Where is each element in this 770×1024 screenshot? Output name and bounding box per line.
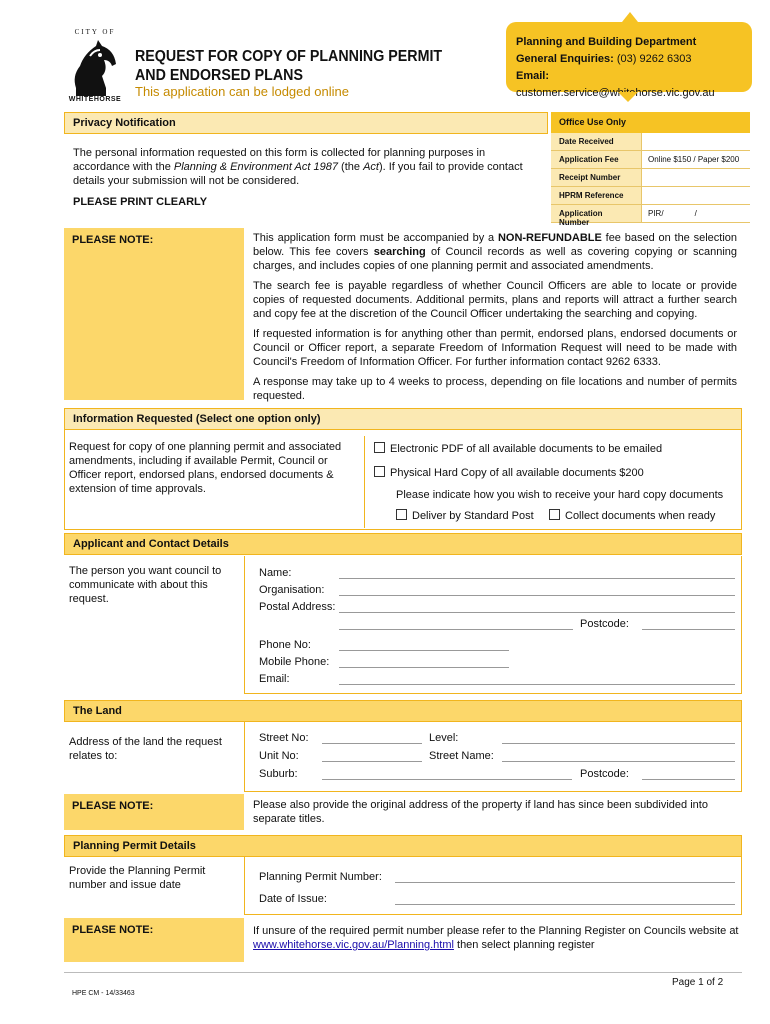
street-name-field[interactable] <box>502 761 735 762</box>
logo-name: WHITEHORSE <box>68 96 122 103</box>
option-collect[interactable]: Collect documents when ready <box>549 509 715 523</box>
land-postcode-label: Postcode: <box>580 768 629 780</box>
level-field[interactable] <box>502 743 735 744</box>
office-use-heading: Office Use Only <box>551 112 750 133</box>
note1-label: PLEASE NOTE: <box>64 228 244 400</box>
email-field[interactable] <box>339 684 735 685</box>
name-label: Name: <box>259 567 292 579</box>
footer-divider <box>64 972 742 973</box>
privacy-heading: Privacy Notification <box>64 112 548 134</box>
page-number: Page 1 of 2 <box>672 977 724 988</box>
office-row: Application Fee Online $150 / Paper $200 <box>551 151 750 169</box>
enquiries-phone: (03) 9262 6303 <box>616 53 692 65</box>
organisation-label: Organisation: <box>259 584 325 596</box>
applicant-description: The person you want council to communicate with about this request. <box>69 565 222 605</box>
land-heading: The Land <box>64 700 742 722</box>
phone-field[interactable] <box>339 650 509 651</box>
office-row: Date Received <box>551 133 750 151</box>
note2-text: Please also provide the original address of the property if land has since been subdivided into separate titles. <box>253 799 708 825</box>
street-no-field[interactable] <box>322 743 422 744</box>
unit-no-field[interactable] <box>322 761 422 762</box>
planning-register-link[interactable]: www.whitehorse.vic.gov.au/Planning.html <box>253 939 454 951</box>
privacy-text: The personal information requested on this form is collected for planning purposes in accordance with the Planning & Environment Act 1987 (the Act). If you fail to provide contact details your submission will not be considered. <box>73 147 523 187</box>
applicant-postcode-field[interactable] <box>642 629 735 630</box>
phone-label: Phone No: <box>259 639 311 651</box>
land-description: Address of the land the request relates to: <box>69 736 222 762</box>
postal-field-2[interactable] <box>339 629 573 630</box>
land-postcode-field[interactable] <box>642 779 735 780</box>
document-reference: HPE CM - 14/33463 <box>72 990 135 997</box>
applicant-heading: Applicant and Contact Details <box>64 533 742 555</box>
contact-callout <box>506 22 752 99</box>
info-requested-heading: Information Requested (Select one option only) <box>64 408 742 430</box>
info-divider <box>364 436 365 528</box>
street-no-label: Street No: <box>259 732 309 744</box>
street-name-label: Street Name: <box>429 750 494 762</box>
department-name: Planning and Building Department <box>516 36 697 48</box>
office-row: Application Number PIR/ / <box>551 205 750 223</box>
suburb-label: Suburb: <box>259 768 298 780</box>
note3-label: PLEASE NOTE: <box>64 918 244 962</box>
page-title: REQUEST FOR COPY OF PLANNING PERMIT AND ENDORSED PLANS <box>135 48 443 84</box>
office-row: HPRM Reference <box>551 187 750 205</box>
issue-date-field[interactable] <box>395 904 735 905</box>
post-checkbox[interactable] <box>396 509 407 520</box>
postal-label: Postal Address: <box>259 601 336 613</box>
option-pdf[interactable]: Electronic PDF of all available documents to be emailed <box>374 442 662 456</box>
mobile-label: Mobile Phone: <box>259 656 330 668</box>
mobile-field[interactable] <box>339 667 509 668</box>
note2-label: PLEASE NOTE: <box>64 794 244 830</box>
option-hard-copy[interactable]: Physical Hard Copy of all available documents $200 <box>374 466 644 480</box>
page-subtitle: This application can be lodged online <box>135 84 349 99</box>
permit-heading: Planning Permit Details <box>64 835 742 857</box>
council-logo <box>66 28 124 106</box>
email-field-label: Email: <box>259 673 290 685</box>
permit-box <box>244 857 742 915</box>
option-post[interactable]: Deliver by Standard Post <box>396 509 534 523</box>
permit-number-label: Planning Permit Number: <box>259 871 382 883</box>
level-label: Level: <box>429 732 459 744</box>
unit-no-label: Unit No: <box>259 750 299 762</box>
contact-email[interactable]: customer.service@whitehorse.vic.gov.au <box>516 87 715 99</box>
enquiries-label: General Enquiries: <box>516 53 614 65</box>
info-description: Request for copy of one planning permit and associated amendments, including if available Permit, Council or Officer report, endorsed plans, endorsed documents & extension of time approvals. <box>69 441 342 495</box>
organisation-field[interactable] <box>339 595 735 596</box>
hard-copy-prompt: Please indicate how you wish to receive your hard copy documents <box>396 489 724 501</box>
applicant-box <box>244 556 742 694</box>
postal-field[interactable] <box>339 612 735 613</box>
office-row: Receipt Number <box>551 169 750 187</box>
permit-description: Provide the Planning Permit number and issue date <box>69 865 206 891</box>
print-clearly: PLEASE PRINT CLEARLY <box>73 196 208 208</box>
collect-checkbox[interactable] <box>549 509 560 520</box>
permit-number-field[interactable] <box>395 882 735 883</box>
email-label: Email: <box>516 70 550 82</box>
applicant-postcode-label: Postcode: <box>580 618 629 630</box>
hard-copy-checkbox[interactable] <box>374 466 385 477</box>
pdf-checkbox[interactable] <box>374 442 385 453</box>
name-field[interactable] <box>339 578 735 579</box>
note1-text: This application form must be accompanied by a NON-REFUNDABLE fee based on the selection below. This fee covers searching of Council records as well as covering copying or scanning charges, and includes copies of one planning permit and associated amendments. The search fee is payable regardless of whether Council Officers are able to locate or provide copies of requested documents. Additional permits, plans and reports will attract a further search and copy fee at the discretion of the Council Officer undertaking the searching and copying. If requested information is for anything other than permit, endorsed plans, endorsed documents or Council or Officer report, a separate Freedom of Information Request will need to be made with Council's Freedom of Information Officer. For further information contact 9262 6333. A response may take up to 4 weeks to process, depending on file locations and number of permits requested. <box>253 232 738 402</box>
issue-date-label: Date of Issue: <box>259 893 327 905</box>
suburb-field[interactable] <box>322 779 572 780</box>
office-use-table <box>551 112 750 227</box>
logo-city-of: CITY OF <box>74 28 116 36</box>
note3-text: If unsure of the required permit number please refer to the Planning Register on Councils website at www.whitehorse.vic.gov.au/Planning.html then select planning register <box>253 925 739 951</box>
